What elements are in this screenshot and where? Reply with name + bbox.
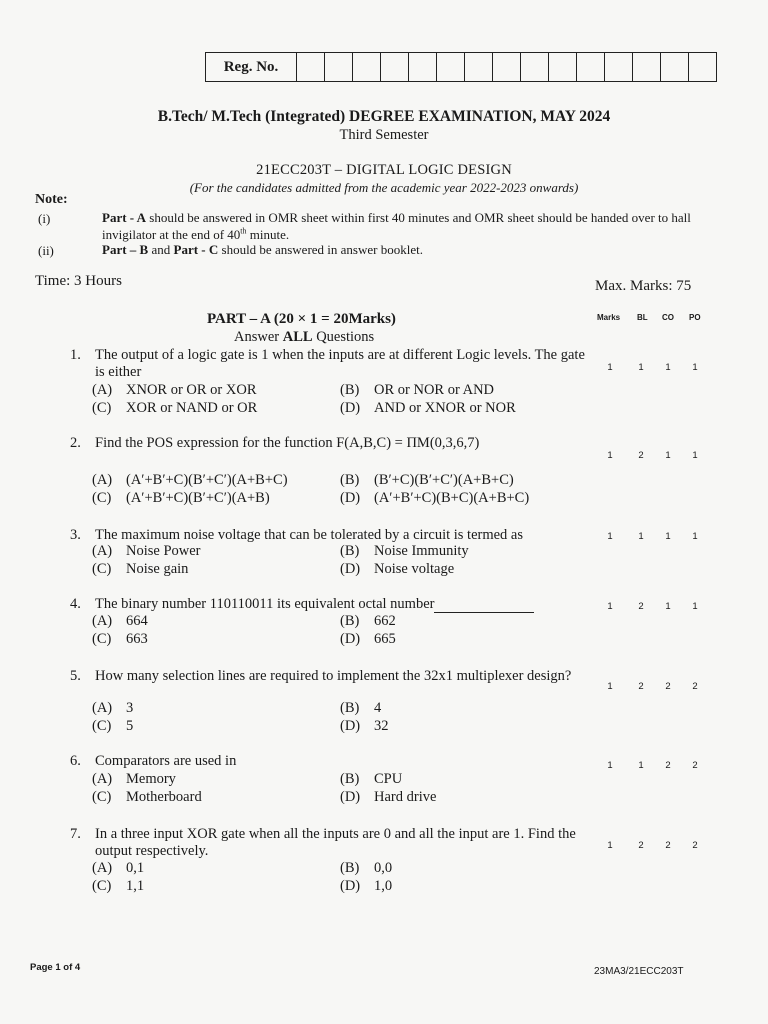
answer-option bbox=[340, 860, 392, 877]
eligibility-note: (For the candidates admitted from the academic year 2022-2023 onwards) bbox=[189, 180, 579, 195]
option-label: (C) bbox=[92, 400, 112, 416]
answer-option bbox=[92, 789, 202, 806]
option-text: 32 bbox=[374, 718, 389, 734]
answer-prefix: Answer bbox=[234, 329, 283, 345]
option-text: (B′+C)(B′+C′)(A+B+C) bbox=[374, 472, 514, 488]
answer-option bbox=[92, 400, 257, 417]
option-text: 4 bbox=[374, 700, 382, 716]
option-text: 663 bbox=[126, 631, 148, 647]
option-text: 665 bbox=[374, 631, 396, 647]
option-label: (C) bbox=[92, 490, 112, 506]
answer-option bbox=[340, 771, 402, 788]
answer-option bbox=[92, 718, 133, 735]
option-label: (D) bbox=[340, 718, 361, 734]
note-bold: Part – B bbox=[102, 242, 149, 257]
marks-value: 1 bbox=[607, 601, 613, 612]
answer-option bbox=[340, 789, 436, 806]
note-number: (i) bbox=[38, 211, 51, 226]
po-value: 2 bbox=[692, 760, 698, 771]
answer-option bbox=[92, 878, 144, 895]
question-text: How many selection lines are required to implement the 32x1 multiplexer design? bbox=[95, 668, 572, 684]
co-value: 1 bbox=[665, 362, 671, 373]
bl-value: 1 bbox=[638, 531, 644, 542]
option-label: (D) bbox=[340, 789, 361, 805]
note-bold: Part - C bbox=[173, 242, 219, 257]
question-number: 1. bbox=[70, 347, 81, 363]
answer-option bbox=[340, 631, 396, 648]
bl-value: 2 bbox=[638, 840, 644, 851]
reg-no-cell bbox=[493, 53, 521, 81]
option-text: CPU bbox=[374, 771, 403, 787]
question-text: The maximum noise voltage that can be tolerated by a circuit is termed as bbox=[95, 527, 524, 543]
course-title: 21ECC203T – DIGITAL LOGIC DESIGN bbox=[256, 162, 512, 178]
option-text: Noise gain bbox=[126, 561, 189, 577]
po-value: 1 bbox=[692, 531, 698, 542]
page-number: Page 1 of 4 bbox=[30, 962, 81, 973]
option-label: (C) bbox=[92, 878, 112, 894]
marks-value: 1 bbox=[607, 840, 613, 851]
column-header-po: PO bbox=[689, 313, 701, 322]
option-text: 1,0 bbox=[374, 878, 393, 894]
answer-suffix: Questions bbox=[312, 329, 375, 345]
option-text: 1,1 bbox=[126, 878, 145, 894]
option-label: (A) bbox=[92, 700, 113, 716]
option-label: (B) bbox=[340, 613, 360, 629]
option-text: Hard drive bbox=[374, 789, 437, 805]
answer-option bbox=[340, 400, 516, 417]
answer-option bbox=[92, 543, 201, 560]
co-value: 1 bbox=[665, 601, 671, 612]
reg-no-cell bbox=[633, 53, 661, 81]
reg-no-cell bbox=[381, 53, 409, 81]
reg-no-cell bbox=[325, 53, 353, 81]
option-text: 0,1 bbox=[126, 860, 145, 876]
answer-option bbox=[92, 613, 148, 630]
answer-option bbox=[92, 472, 288, 489]
question-text: Comparators are used in bbox=[95, 753, 237, 769]
answer-option bbox=[340, 878, 392, 895]
option-label: (B) bbox=[340, 472, 360, 488]
answer-bold: ALL bbox=[282, 329, 313, 345]
answer-option bbox=[92, 700, 133, 717]
note-mid: and bbox=[148, 242, 174, 257]
po-value: 1 bbox=[692, 450, 698, 461]
marks-value: 1 bbox=[607, 362, 613, 373]
option-label: (C) bbox=[92, 561, 112, 577]
po-value: 2 bbox=[692, 681, 698, 692]
co-value: 1 bbox=[665, 531, 671, 542]
question-number: 5. bbox=[70, 668, 81, 684]
option-text: AND or XNOR or NOR bbox=[374, 400, 516, 416]
po-value: 1 bbox=[692, 362, 698, 373]
marks-value: 1 bbox=[607, 681, 613, 692]
option-label: (C) bbox=[92, 718, 112, 734]
answer-option bbox=[340, 700, 381, 717]
exam-title: B.Tech/ M.Tech (Integrated) DEGREE EXAMINATION, MAY 2024 bbox=[157, 108, 611, 125]
option-text: (A′+B′+C)(B+C)(A+B+C) bbox=[374, 490, 530, 506]
option-text: OR or NOR or AND bbox=[374, 382, 495, 398]
reg-no-cell bbox=[577, 53, 605, 81]
answer-option bbox=[92, 631, 148, 648]
co-value: 1 bbox=[665, 450, 671, 461]
option-label: (D) bbox=[340, 561, 361, 577]
bl-value: 1 bbox=[638, 760, 644, 771]
option-label: (D) bbox=[340, 878, 361, 894]
column-header-marks: Marks bbox=[597, 313, 621, 322]
option-text: Noise Immunity bbox=[374, 543, 469, 559]
question-number: 2. bbox=[70, 435, 81, 451]
option-text: Memory bbox=[126, 771, 176, 787]
question-text: In a three input XOR gate when all the inputs are 0 and all the input are 1. Find the output respectively. bbox=[95, 826, 576, 859]
option-text: 5 bbox=[126, 718, 134, 734]
answer-option bbox=[92, 490, 270, 507]
option-text: Noise voltage bbox=[374, 561, 455, 577]
co-value: 2 bbox=[665, 681, 671, 692]
option-label: (B) bbox=[340, 771, 360, 787]
note-text bbox=[102, 243, 742, 257]
question-number: 7. bbox=[70, 826, 81, 842]
option-label: (C) bbox=[92, 789, 112, 805]
question-number: 4. bbox=[70, 596, 81, 612]
bl-value: 2 bbox=[638, 601, 644, 612]
note-title: Note: bbox=[35, 192, 68, 207]
option-text: 664 bbox=[126, 613, 148, 629]
time-label: Time: 3 Hours bbox=[35, 273, 122, 289]
co-value: 2 bbox=[665, 840, 671, 851]
option-text: XOR or NAND or OR bbox=[126, 400, 258, 416]
question-text: The output of a logic gate is 1 when the inputs are at different Logic levels. The gate is either bbox=[95, 347, 585, 380]
option-label: (A) bbox=[92, 771, 113, 787]
answer-option bbox=[340, 718, 389, 735]
answer-option bbox=[340, 490, 529, 507]
option-label: (A) bbox=[92, 860, 113, 876]
option-label: (B) bbox=[340, 382, 360, 398]
option-text: Motherboard bbox=[126, 789, 202, 805]
bl-value: 2 bbox=[638, 450, 644, 461]
option-label: (B) bbox=[340, 700, 360, 716]
note-body: should be answered in answer booklet. bbox=[218, 242, 423, 257]
answer-option bbox=[92, 382, 257, 399]
answer-all-instruction bbox=[234, 329, 374, 346]
option-text: Noise Power bbox=[126, 543, 201, 559]
answer-option bbox=[340, 382, 494, 399]
marks-value: 1 bbox=[607, 531, 613, 542]
option-label: (B) bbox=[340, 543, 360, 559]
note-body: should be answered in OMR sheet within first 40 minutes and OMR sheet should be handed over to hall invigilator at the end of 40th minute. bbox=[102, 210, 691, 243]
answer-option bbox=[340, 561, 454, 578]
reg-no-cell bbox=[353, 53, 381, 81]
bl-value: 1 bbox=[638, 362, 644, 373]
paper-code: 23MA3/21ECC203T bbox=[594, 966, 684, 977]
answer-option bbox=[92, 561, 188, 578]
answer-option bbox=[92, 860, 144, 877]
co-value: 2 bbox=[665, 760, 671, 771]
reg-no-box bbox=[205, 52, 717, 82]
reg-no-cell bbox=[297, 53, 325, 81]
question-text: Find the POS expression for the function F(A,B,C) = ΠM(0,3,6,7) bbox=[95, 435, 480, 451]
option-label: (A) bbox=[92, 472, 113, 488]
column-header-co: CO bbox=[662, 313, 674, 322]
answer-option bbox=[92, 771, 176, 788]
note-number: (ii) bbox=[38, 243, 54, 258]
semester: Third Semester bbox=[339, 127, 429, 143]
note-text bbox=[102, 211, 742, 242]
reg-no-cell bbox=[661, 53, 689, 81]
reg-no-cell bbox=[465, 53, 493, 81]
question-text: The binary number 110110011 its equivalent octal number bbox=[95, 596, 585, 613]
reg-no-cell bbox=[549, 53, 577, 81]
column-header-bl: BL bbox=[637, 313, 648, 322]
option-label: (D) bbox=[340, 490, 361, 506]
option-label: (C) bbox=[92, 631, 112, 647]
marks-value: 1 bbox=[607, 760, 613, 771]
question-number: 6. bbox=[70, 753, 81, 769]
po-value: 1 bbox=[692, 601, 698, 612]
reg-no-cell bbox=[437, 53, 465, 81]
reg-no-cell bbox=[689, 53, 716, 81]
option-label: (D) bbox=[340, 400, 361, 416]
marks-value: 1 bbox=[607, 450, 613, 461]
option-label: (A) bbox=[92, 543, 113, 559]
option-label: (A) bbox=[92, 382, 113, 398]
po-value: 2 bbox=[692, 840, 698, 851]
option-text: (A′+B′+C)(B′+C′)(A+B) bbox=[126, 490, 270, 506]
reg-no-cell bbox=[521, 53, 549, 81]
max-marks-label: Max. Marks: 75 bbox=[595, 278, 692, 294]
part-a-title: PART – A (20 × 1 = 20Marks) bbox=[207, 311, 396, 327]
bl-value: 2 bbox=[638, 681, 644, 692]
answer-blank bbox=[434, 600, 534, 613]
note-bold: Part - A bbox=[102, 210, 147, 225]
option-label: (B) bbox=[340, 860, 360, 876]
answer-option bbox=[340, 543, 469, 560]
option-text: 3 bbox=[126, 700, 134, 716]
reg-no-cell bbox=[605, 53, 633, 81]
option-text: 0,0 bbox=[374, 860, 393, 876]
option-text: 662 bbox=[374, 613, 396, 629]
option-text: (A′+B′+C)(B′+C′)(A+B+C) bbox=[126, 472, 288, 488]
option-label: (D) bbox=[340, 631, 361, 647]
answer-option bbox=[340, 472, 514, 489]
option-label: (A) bbox=[92, 613, 113, 629]
reg-no-label: Reg. No. bbox=[206, 53, 297, 81]
answer-option bbox=[340, 613, 396, 630]
reg-no-cell bbox=[409, 53, 437, 81]
question-number: 3. bbox=[70, 527, 81, 543]
option-text: XNOR or OR or XOR bbox=[126, 382, 257, 398]
